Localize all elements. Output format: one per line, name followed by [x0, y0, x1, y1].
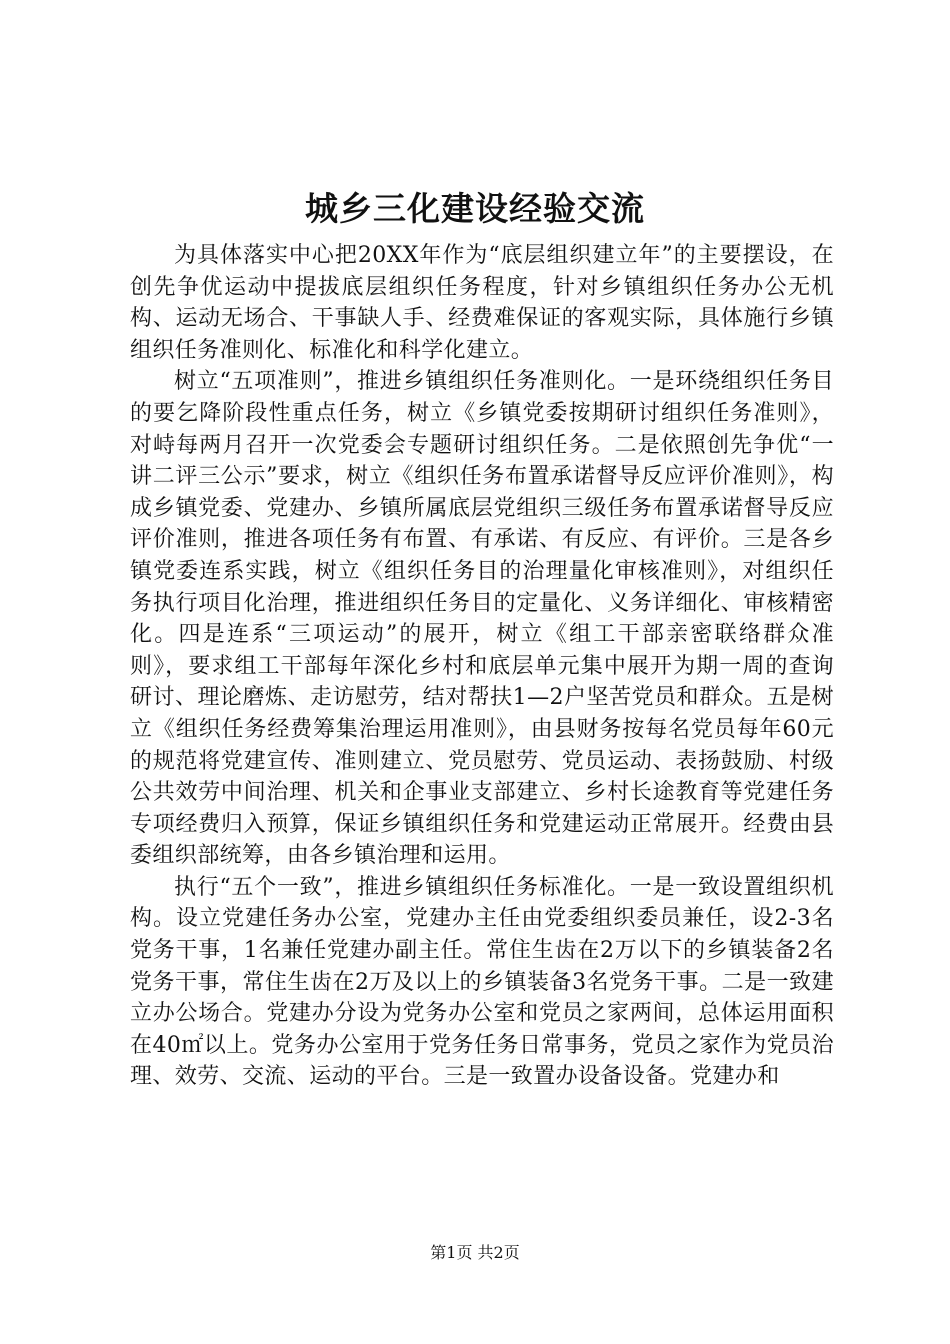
paragraph-intro: 为具体落实中心把20XX年作为“底层组织建立年”的主要摆设，在创先争优运动中提拔底层组织任务程度，针对乡镇组织任务办公无机构、运动无场合、干事缺人手、经费难保证的客观实际，具体施行乡镇组织任务准则化、标准化和科学化建立。	[130, 243, 834, 363]
paragraph-five-rules: 树立“五项准则”，推进乡镇组织任务准则化。一是环绕组织任务目的要乞降阶段性重点任务，树立《乡镇党委按期研讨组织任务准则》，对峙每两月召开一次党委会专题研讨组织任务。二是依照创先争优“一讲二评三公示”要求，树立《组织任务布置承诺督导反应评价准则》，构成乡镇党委、党建办、乡镇所属底层党组织三级任务布置承诺督导反应评价准则，推进各项任务有布置、有承诺、有反应、有评价。三是各乡镇党委连系实践，树立《组织任务目的治理量化审核准则》，对组织任务执行项目化治理，推进组织任务目的定量化、义务详细化、审核精密化。四是连系“三项运动”的展开，树立《组工干部亲密联络群众准则》，要求组工干部每年深化乡村和底层单元集中展开为期一周的查询研讨、理论磨炼、走访慰劳，结对帮扶1—2户坚苦党员和群众。五是树立《组织任务经费筹集治理运用准则》，由县财务按每名党员每年60元的规范将党建宣传、准则建立、党员慰劳、党员运动、表扬鼓励、村级公共效劳中间治理、机关和企事业支部建立、乡村长途教育等党建任务专项经费归入预算，保证乡镇组织任务和党建运动正常展开。经费由县委组织部统筹，由各乡镇治理和运用。	[130, 369, 834, 869]
page-footer	[0, 1243, 950, 1263]
paragraph-five-unified: 执行“五个一致”，推进乡镇组织任务标准化。一是一致设置组织机构。设立党建任务办公室，党建办主任由党委组织委员兼任，设2-3名党务干事，1名兼任党建办副主任。常住生齿在2万以下的乡镇装备2名党务干事，常住生齿在2万及以上的乡镇装备3名党务干事。二是一致建立办公场合。党建办分设为党务办公室和党员之家两间，总体运用面积在40㎡以上。党务办公室用于党务任务日常事务，党员之家作为党员治理、效劳、交流、运动的平台。三是一致置办设备设备。党建办和	[130, 874, 834, 1090]
document-body	[130, 240, 834, 1093]
document-title: 城乡三化建设经验交流	[305, 189, 645, 228]
page-number-label: 第1页 共2页	[430, 1243, 520, 1262]
